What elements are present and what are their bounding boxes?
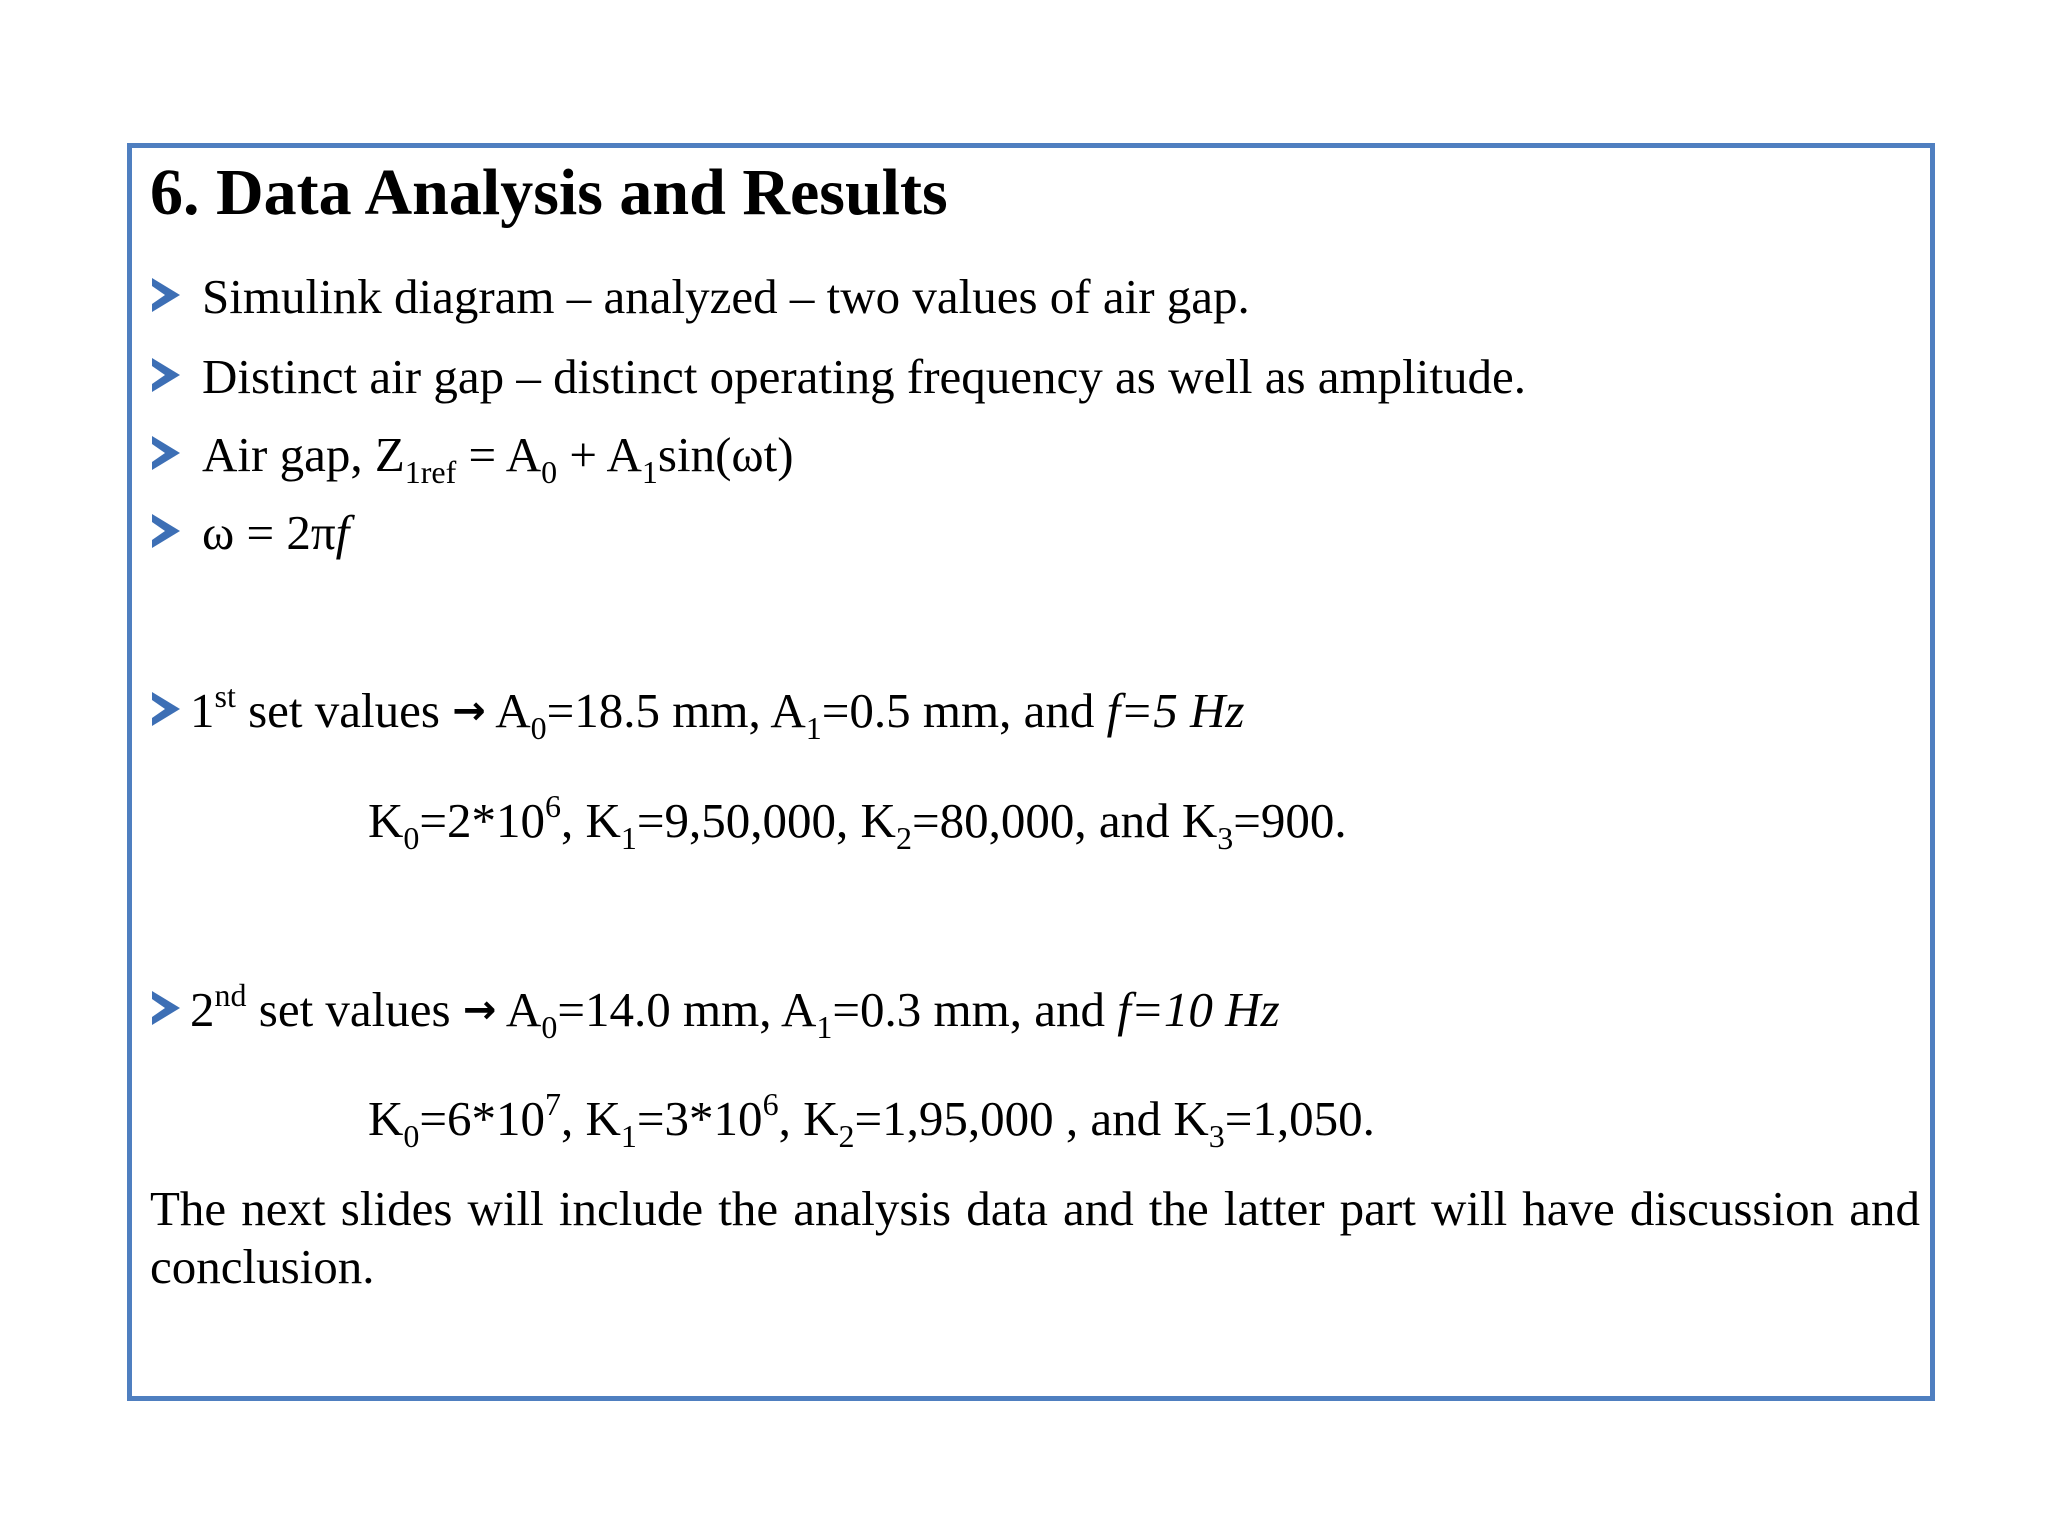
subscript: 1: [641, 454, 658, 490]
subscript: 0: [541, 454, 558, 490]
equation-text: =2*10: [419, 793, 546, 848]
frequency-value: f=5 Hz: [1106, 683, 1245, 738]
equation-text: =0.5 mm, and: [821, 683, 1107, 738]
set-label: set values: [246, 982, 463, 1037]
set1-values: [190, 678, 1245, 746]
superscript: nd: [214, 977, 247, 1013]
subscript: 0: [403, 820, 420, 856]
subscript: 0: [403, 1118, 420, 1154]
bullet-arrow-icon: [152, 278, 180, 312]
superscript: st: [214, 678, 236, 714]
set-number: 2: [190, 982, 215, 1037]
superscript: 6: [762, 1086, 779, 1122]
superscript: 7: [545, 1086, 562, 1122]
equation-text: + A: [557, 427, 642, 482]
bullet-air-gap-equation: [202, 427, 794, 490]
equation-text: Air gap, Z: [202, 427, 405, 482]
bullet-arrow-icon: [152, 514, 180, 548]
set-number: 1: [190, 683, 215, 738]
set-label: set values: [235, 683, 453, 738]
equation-text: A: [496, 982, 542, 1037]
subscript: 1: [805, 710, 822, 746]
right-arrow-icon: →: [462, 987, 497, 1033]
set2-k-values: [368, 1086, 1375, 1154]
subscript: 2: [895, 820, 912, 856]
equation-text: f: [335, 505, 350, 560]
subscript: 1: [620, 1118, 637, 1154]
right-arrow-icon: →: [452, 688, 486, 734]
subscript: 1: [620, 820, 637, 856]
equation-text: =3*10: [636, 1091, 763, 1146]
equation-text: =14.0 mm, A: [557, 982, 817, 1037]
equation-text: , K: [561, 793, 621, 848]
bullet-distinct-air-gap: [202, 349, 1526, 404]
set1-k-values: [368, 788, 1347, 856]
subscript: 3: [1217, 820, 1234, 856]
bullet-arrow-icon: [152, 358, 180, 392]
closing-paragraph: The next slides will include the analysis data and the latter part will have discussion and conclusion.: [150, 1181, 1920, 1294]
subscript: 3: [1208, 1118, 1225, 1154]
equation-text: ω = 2π: [202, 505, 336, 560]
equation-text: =80,000, and K: [911, 793, 1218, 848]
bullet-arrow-icon: [152, 991, 180, 1025]
equation-text: = A: [456, 427, 542, 482]
equation-text: , K: [561, 1091, 621, 1146]
equation-text: K: [368, 793, 404, 848]
equation-text: K: [368, 1091, 404, 1146]
subscript: 2: [838, 1118, 855, 1154]
equation-text: =0.3 mm, and: [832, 982, 1118, 1037]
superscript: 6: [545, 788, 562, 824]
bullet-text: Distinct air gap – distinct operating frequency as well as amplitude.: [202, 349, 1526, 404]
subscript: 0: [530, 710, 547, 746]
equation-text: =1,050.: [1224, 1091, 1375, 1146]
equation-text: =1,95,000 , and K: [854, 1091, 1209, 1146]
subscript: 1: [816, 1009, 833, 1045]
equation-text: , K: [778, 1091, 839, 1146]
equation-text: =9,50,000, K: [636, 793, 896, 848]
equation-text: sin(ωt): [657, 427, 794, 482]
subscript: 0: [541, 1009, 558, 1045]
slide-title: 6. Data Analysis and Results: [150, 156, 948, 229]
subscript: 1ref: [404, 454, 457, 490]
set2-values: [190, 977, 1280, 1045]
equation-text: =6*10: [419, 1091, 546, 1146]
bullet-arrow-icon: [152, 436, 180, 470]
bullet-omega: [202, 505, 350, 560]
bullet-text: Simulink diagram – analyzed – two values of air gap.: [202, 269, 1250, 324]
bullet-arrow-icon: [152, 692, 180, 726]
equation-text: =900.: [1233, 793, 1347, 848]
equation-text: A: [485, 683, 531, 738]
bullet-simulink: [202, 269, 1250, 324]
equation-text: =18.5 mm, A: [546, 683, 806, 738]
frequency-value: f=10 Hz: [1117, 982, 1280, 1037]
